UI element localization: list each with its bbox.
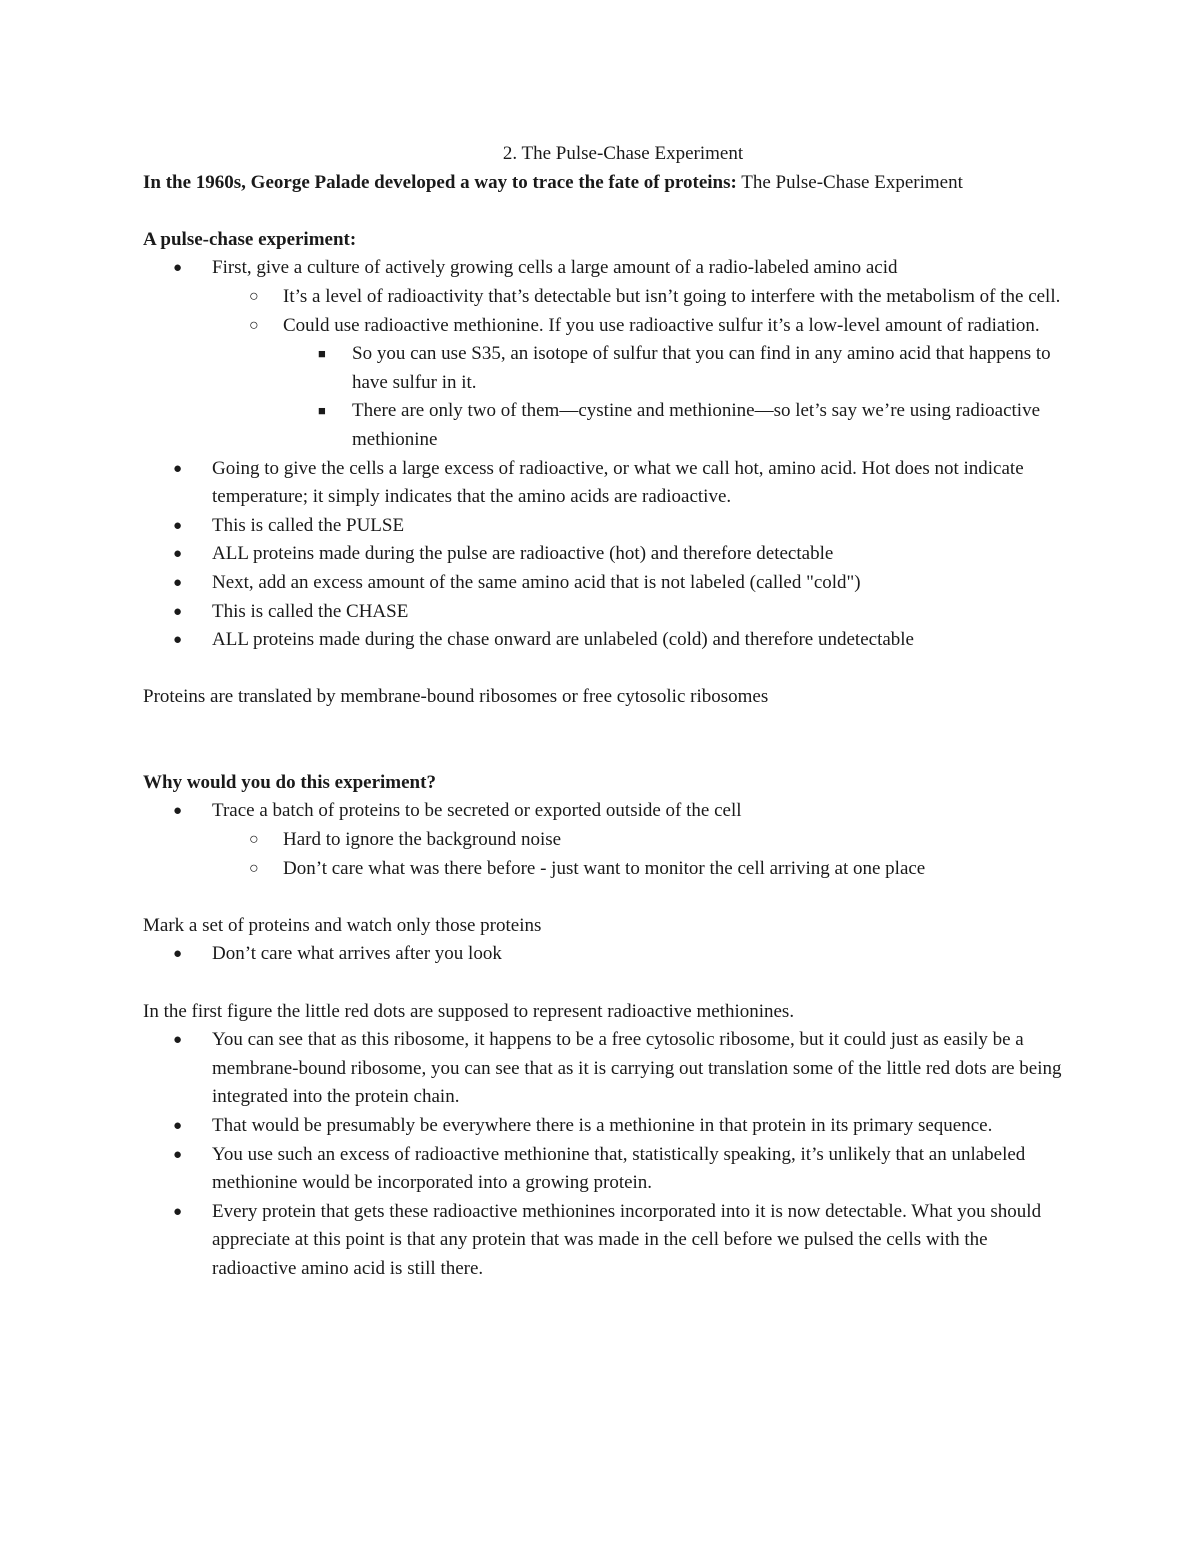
list-item: ● Trace a batch of proteins to be secreted or exported outside of the cell bbox=[143, 797, 1063, 826]
hollow-bullet-icon: ○ bbox=[249, 287, 259, 305]
section3-list bbox=[143, 940, 1063, 969]
bullet-icon: ● bbox=[173, 1032, 183, 1049]
section4-list bbox=[143, 1026, 1063, 1283]
bullet-icon: ● bbox=[173, 803, 183, 820]
list-item: ○ Hard to ignore the background noise bbox=[143, 826, 1063, 855]
list-item: ● Don’t care what arrives after you look bbox=[143, 940, 1063, 969]
list-item: ■ So you can use S35, an isotope of sulfur that you can find in any amino acid that happens to have sulfur in it. bbox=[143, 340, 1063, 397]
bullet-icon: ● bbox=[173, 517, 183, 534]
intro-rest-text: The Pulse-Chase Experiment bbox=[736, 171, 963, 193]
translation-paragraph: Proteins are translated by membrane-bound ribosomes or free cytosolic ribosomes bbox=[143, 686, 769, 708]
bullet-icon: ● bbox=[173, 946, 183, 963]
document-title: 2. The Pulse-Chase Experiment bbox=[502, 143, 744, 164]
list-item: ● You use such an excess of radioactive methionine that, statistically speaking, it’s unlikely that an unlabeled methionine would be incorporated into a growing protein. bbox=[143, 1141, 1063, 1198]
list-item: ○ It’s a level of radioactivity that’s detectable but isn’t going to interfere with the metabolism of the cell. bbox=[143, 283, 1063, 312]
hollow-bullet-icon: ○ bbox=[249, 831, 259, 849]
bullet-icon: ● bbox=[173, 632, 183, 649]
bullet-icon: ● bbox=[173, 546, 183, 563]
intro-paragraph bbox=[143, 169, 1063, 198]
bullet-icon: ● bbox=[173, 460, 183, 477]
section1-heading: A pulse-chase experiment: bbox=[143, 228, 357, 250]
list-item: ● ALL proteins made during the pulse are radioactive (hot) and therefore detectable bbox=[143, 540, 1063, 569]
list-item: ● Every protein that gets these radioactive methionines incorporated into it is now detectable. What you should appreciate at this point is that any protein that was made in the cell before we pulsed the cells with the radioactive amino acid is still there. bbox=[143, 1198, 1063, 1284]
list-item: ● ALL proteins made during the chase onward are unlabeled (cold) and therefore undetectable bbox=[143, 626, 1063, 655]
section2-heading: Why would you do this experiment? bbox=[143, 771, 436, 793]
bullet-icon: ● bbox=[173, 260, 183, 277]
list-item: ● This is called the PULSE bbox=[143, 512, 1063, 541]
list-item: ■ There are only two of them—cystine and methionine—so let’s say we’re using radioactive methionine bbox=[143, 397, 1063, 454]
hollow-bullet-icon: ○ bbox=[249, 859, 259, 877]
bullet-icon: ● bbox=[173, 603, 183, 620]
bullet-icon: ● bbox=[173, 1146, 183, 1163]
section3-paragraph: Mark a set of proteins and watch only those proteins bbox=[143, 914, 542, 936]
list-item: ● That would be presumably be everywhere there is a methionine in that protein in its primary sequence. bbox=[143, 1112, 1063, 1141]
square-bullet-icon: ■ bbox=[318, 403, 326, 419]
bullet-icon: ● bbox=[173, 1203, 183, 1220]
section4-paragraph: In the first figure the little red dots are supposed to represent radioactive methionines. bbox=[143, 1000, 795, 1022]
document-body bbox=[143, 140, 1063, 1284]
list-item: ● Going to give the cells a large excess of radioactive, or what we call hot, amino acid. Hot does not indicate temperature; it simply indicates that the amino acids are radioactive. bbox=[143, 455, 1063, 512]
list-item: ● This is called the CHASE bbox=[143, 598, 1063, 627]
intro-bold-text: In the 1960s, George Palade developed a way to trace the fate of proteins: bbox=[143, 171, 737, 193]
hollow-bullet-icon: ○ bbox=[249, 316, 259, 334]
list-item: ● Next, add an excess amount of the same amino acid that is not labeled (called "cold") bbox=[143, 569, 1063, 598]
section1-list bbox=[143, 254, 1063, 654]
list-item: ○ Could use radioactive methionine. If you use radioactive sulfur it’s a low-level amount of radiation. bbox=[143, 312, 1063, 341]
section2-list bbox=[143, 797, 1063, 883]
list-item: ○ Don’t care what was there before - just want to monitor the cell arriving at one place bbox=[143, 855, 1063, 884]
square-bullet-icon: ■ bbox=[318, 346, 326, 362]
list-item: ● First, give a culture of actively growing cells a large amount of a radio-labeled amino acid bbox=[143, 254, 1063, 283]
list-item: ● You can see that as this ribosome, it happens to be a free cytosolic ribosome, but it could just as easily be a membrane-bound ribosome, you can see that as it is carrying out translation some of the little red dots are being integrated into the protein chain. bbox=[143, 1026, 1063, 1112]
bullet-icon: ● bbox=[173, 574, 183, 591]
bullet-icon: ● bbox=[173, 1118, 183, 1134]
